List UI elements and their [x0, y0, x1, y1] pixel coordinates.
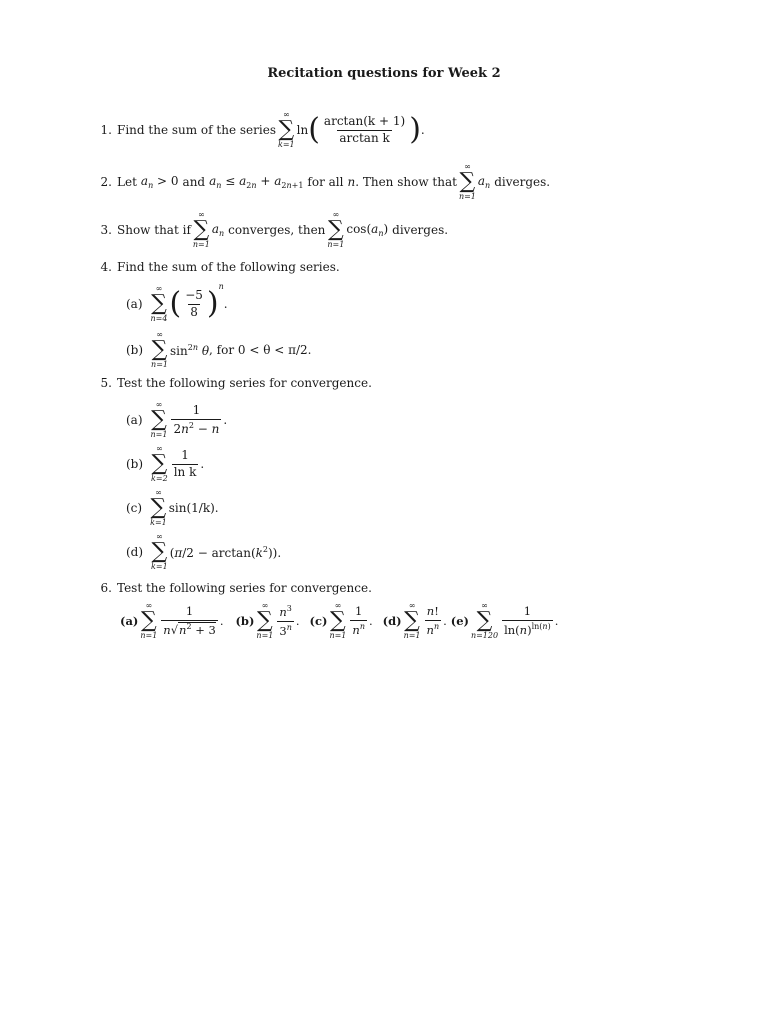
question-4-part-a: (a) ∞ ∑ n=4 ( $\frac{-5}{8}$ ) n . — [126, 282, 228, 323]
summation: ∞ ∑ n=1 — [329, 601, 347, 640]
question-5-part-b: (b) ∞ ∑ k=2 $\frac{1}{\text{ln k}}$ . — [126, 444, 205, 483]
question-number: 5. — [100, 376, 112, 390]
fraction: $\frac{-5}{8}$ — [185, 287, 203, 319]
summation: ∞ ∑ n=1 — [458, 162, 476, 201]
summation: ∞ ∑ n=1 — [256, 601, 274, 640]
part-label: (d) — [126, 545, 144, 559]
part-label: (c) — [309, 614, 328, 628]
math-expr: $a_n > 0$ — [140, 174, 179, 190]
numerator: arctan(k + 1) — [323, 113, 406, 128]
summation: ∞ ∑ k=1 — [151, 532, 168, 571]
summation: ∞ ∑ n=1 — [327, 210, 345, 249]
summation: ∞ ∑ n=1 — [403, 601, 421, 640]
summation: ∞ ∑ n=1 — [151, 330, 168, 369]
question-3: 3. Show that if ∞ ∑ n=1 $a_n$ converges, then ∞ ∑ n=1 $\cos(a_n)$ diverges. — [90, 210, 448, 250]
page-title: Recitation questions for Week 2 — [267, 66, 501, 81]
summation: ∞ ∑ k=2 — [151, 444, 168, 483]
fraction: $\frac{1}{\text{ln k}}$ — [173, 447, 197, 479]
summation: ∞ ∑ n=1 — [150, 400, 168, 439]
question-1: 1. Find the sum of the series ∞ ∑ k=1 ln ( $\frac{\arctan(k + 1)}{\text{arctan k}}$ ) . — [90, 110, 425, 150]
exponent: n — [218, 282, 224, 291]
fraction — [322, 115, 407, 146]
question-5 — [90, 376, 372, 390]
part-label: (e) — [450, 614, 469, 628]
question-4-part-b: (b) ∞ ∑ n=1 $\sin^{2n} \theta$ , for 0 < θ < π/2. — [126, 330, 312, 369]
question-text: Find the sum of the following series. — [117, 260, 340, 274]
question-4 — [90, 260, 340, 274]
right-paren: ) — [409, 112, 421, 147]
question-5-part-c — [126, 488, 219, 528]
summation: ∞ ∑ k=1 — [277, 110, 295, 149]
part-label: (a) — [126, 413, 143, 427]
question-number: 2. — [100, 175, 112, 189]
math-expr: $\sin^{2n} \theta$ — [170, 342, 210, 358]
question-2: 2. Let $a_n > 0$ and $a_n \le a_{2n} + a_{2n+1}$ for all n . Then show that ∞ ∑ n=1 $a_n$ diverges. — [90, 162, 550, 202]
question-number: 4. — [100, 260, 112, 274]
math-expr: sin(1/k). — [168, 501, 219, 515]
question-5-part-d — [126, 532, 281, 572]
question-text: Test the following series for convergence. — [117, 581, 372, 595]
question-text: Find the sum of the series — [117, 123, 276, 137]
left-paren: ( — [308, 112, 320, 147]
part-label: (b) — [126, 343, 144, 357]
summation: ∞ ∑ n=1 — [192, 210, 210, 249]
summation: ∞ ∑ n=120 — [470, 601, 499, 640]
log-function: ln — [296, 123, 309, 137]
fraction: $\frac{n^3}{3^n}$ — [279, 604, 292, 638]
question-number: 1. — [100, 123, 112, 137]
fraction: $\frac{1}{n^n}$ — [352, 604, 365, 637]
part-label: (b) — [126, 457, 144, 471]
part-label: (c) — [126, 501, 143, 515]
question-6 — [90, 581, 372, 595]
denominator: arctan k — [339, 130, 390, 145]
part-label: (a) — [120, 614, 139, 628]
fraction: $\frac{1}{\ln(n)^{ln(n)}}$ — [504, 604, 551, 637]
summation: ∞ ∑ n=1 — [140, 601, 158, 640]
math-expr: $(\pi/2 - \arctan(k^2))$. — [169, 544, 282, 560]
question-5-part-a: (a) ∞ ∑ n=1 $\frac{1}{2n^2 - n}$ . — [126, 400, 228, 439]
part-label: (d) — [382, 614, 402, 628]
summation: ∞ ∑ n=4 — [150, 284, 168, 323]
fraction: $\frac{n!}{n^n}$ — [426, 604, 440, 637]
part-label: (b) — [235, 614, 255, 628]
question-number: 6. — [100, 581, 112, 595]
question-6-parts: (a) ∞ ∑ n=1 $\frac{1}{n√n^2 + 3}$ . (b) ∞ ∑ n=1 $\frac{n^3}{3^n}$ . (c) ∞ ∑ n=1 $\frac{1}{n^n}$ . (d) ∞ ∑ n=1 $\frac{n!}{n^n}$ . (e) ∞ ∑ n=120 $\frac{1}{\ln(n)^{ln(n)}}$ . — [120, 601, 559, 640]
fraction: $\frac{1}{n√n^2 + 3}$ — [163, 604, 216, 637]
question-text: Test the following series for convergence. — [117, 376, 372, 390]
math-expr: $a_n \le a_{2n} + a_{2n+1}$ — [209, 174, 304, 190]
question-number: 3. — [100, 223, 112, 237]
summation: ∞ ∑ k=1 — [150, 488, 167, 527]
part-label: (a) — [126, 297, 143, 311]
fraction: $\frac{1}{2n^2 - n}$ — [173, 402, 220, 436]
